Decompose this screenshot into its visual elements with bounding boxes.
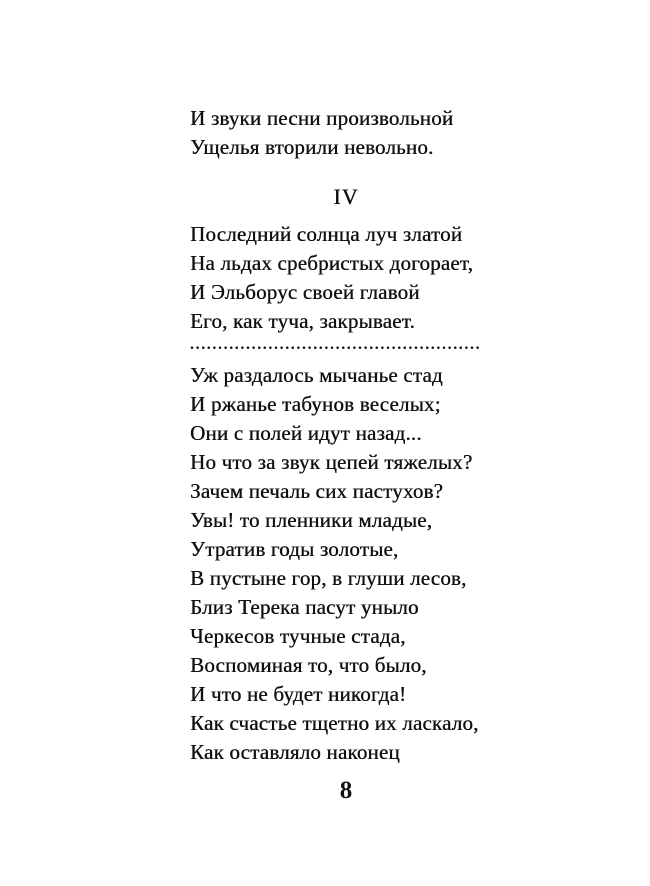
poem-line: И Эльборус своей главой: [190, 280, 420, 304]
poem-line: Ущелья вторили невольно.: [190, 135, 434, 159]
dotted-separator-line: ....................................................: [190, 340, 482, 353]
poem-line: Последний солнца луч златой: [190, 222, 463, 246]
stanza-first: [190, 220, 502, 336]
stanza-second: [190, 361, 502, 767]
poem-line: И что не будет никогда!: [190, 682, 407, 706]
poem-line: Близ Терека пасут уныло: [190, 595, 419, 619]
poem-line: И звуки песни произвольной: [190, 106, 454, 130]
poem-line: Зачем печаль сих пастухов?: [190, 479, 444, 503]
poem-line: В пустыне гор, в глуши лесов,: [190, 566, 467, 590]
poem-line: Они с полей идут назад...: [190, 421, 422, 445]
poem-line: Воспоминая то, что было,: [190, 653, 427, 677]
poem-line: На льдах сребристых догорает,: [190, 251, 474, 275]
poem-line: Утратив годы золотые,: [190, 537, 399, 561]
poem-line: Черкесов тучные стада,: [190, 624, 406, 648]
poem-line: Увы! то пленники младые,: [190, 508, 433, 532]
poem-line: И ржанье табунов веселых;: [190, 392, 441, 416]
poem-line: Его, как туча, закрывает.: [190, 309, 415, 333]
poem-line: Но что за звук цепей тяжелых?: [190, 450, 473, 474]
section-heading-roman-numeral: IV: [333, 184, 359, 209]
poem-line: Как счастье тщетно их ласкало,: [190, 711, 479, 735]
poem-line: Как оставляло наконец: [190, 740, 400, 764]
intro-couplet: [190, 104, 502, 162]
poem-line: Уж раздалось мычанье стад: [190, 363, 443, 387]
page-number: 8: [339, 777, 353, 804]
